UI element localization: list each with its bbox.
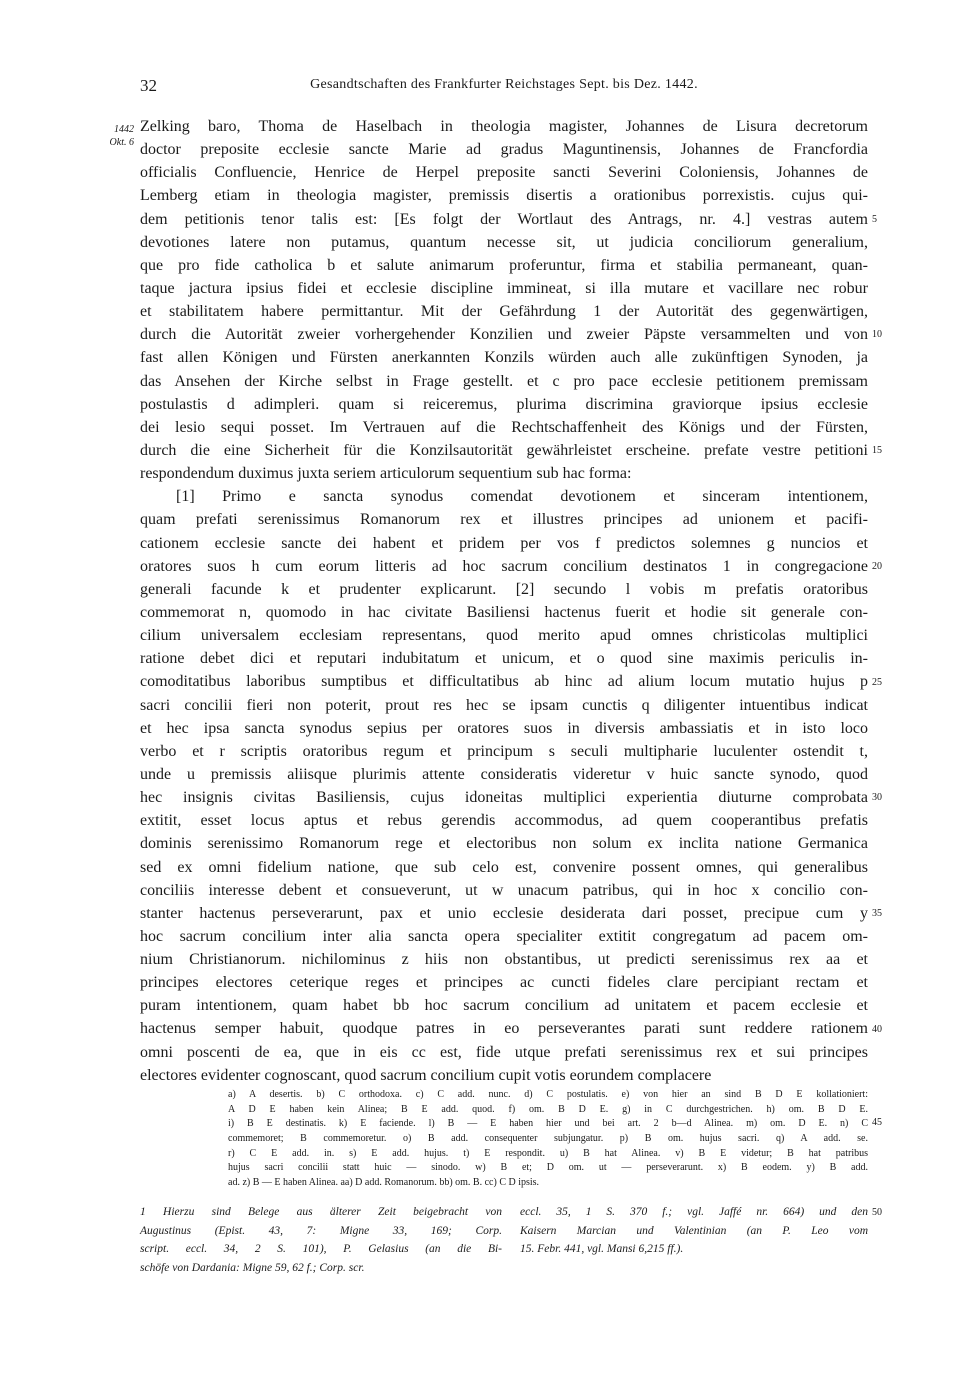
text-line: commemorat n, quomodo in hac civitate Basiliensi hactenus fuerit et hodie sit generale con-: [140, 603, 868, 621]
text-line: generali facunde k et prudenter explicarunt. [2] secundo l vobis m prefatis oratoribus: [140, 580, 868, 598]
text-line: unde u premissis aliisque plurimis attente consideratis videretur v huic sancte synodo, quod: [140, 765, 868, 783]
line-number: 5: [872, 213, 877, 225]
text-line: [1] Primo e sancta synodus comendat devotionem et sinceram intentionem,: [176, 488, 868, 506]
text-line: stanter hactenus perseverarunt, pax et unio ecclesie desiderata dari posset, precipue cum y: [140, 904, 868, 922]
line-number: 20: [872, 560, 882, 572]
text-line: Lemberg etiam in theologia magister, premissis disertis a orationibus porrexistis. cujus qui-: [140, 187, 868, 205]
text-line: et stabilitatem habere permittantur. Mit der Gefährdung 1 der Autorität des gegenwärtigen,: [140, 303, 868, 321]
text-line: hec insignis civitas Basiliensis, cujus idoneitas multiplici experientia diuturne comprobata: [140, 789, 868, 807]
text-line: cilium universalem ecclesiam representans, quod merito apud omnes christicolas multiplici: [140, 627, 868, 645]
text-line: comoditatibus laboribus sumptibus et difficultatibus ab hinc ad alium locum mutatio hujus p: [140, 673, 868, 691]
footnote-line: Kaisern Marcian und Valentinian (an P. Leo vom: [520, 1224, 868, 1237]
text-line: taque jactura ipsius fidei et ecclesie discipline immineat, si illa mutare et vacillare nec robur: [140, 279, 868, 297]
footnote-line: 1 Hierzu sind Belege aus älterer Zeit beigebracht von: [140, 1206, 502, 1218]
text-line: quam prefati serenissimus Romanorum rex et illustres principes ad unionem et pacifi-: [140, 511, 868, 529]
text-line: electores evidenter cognoscant, quod sacrum concilium cupit votis eorundem complacere: [140, 1066, 712, 1084]
line-number: 40: [872, 1023, 882, 1035]
page-header: [140, 76, 868, 100]
footnote-line: script. eccl. 34, 2 S. 101), P. Gelasius (an die Bi-: [140, 1243, 502, 1255]
text-line: hoc sacrum concilium inter alia sancta opera specialiter extitit congregatum ad pacem om-: [140, 927, 868, 945]
text-line: doctor preposite ecclesie sancte Marie ad gradus Maguntinensis, Johannes de Francfordia: [140, 141, 868, 159]
line-number: 10: [872, 329, 882, 341]
text-line: officialis Confluencie, Henrice de Herpel preposite sancti Severini Coloniensis, Johannes de: [140, 164, 868, 182]
text-line: dem petitionis tenor talis est: [Es folgt der Wortlaut des Antrags, nr. 4.] vestras autem: [140, 210, 868, 228]
line-number: 30: [872, 792, 882, 804]
text-line: sed ex omni fidelium natione, que sub celo est, convenire possent omnes, qui generalibus: [140, 858, 868, 876]
line-number: 25: [872, 676, 882, 688]
apparatus-line: r) C E add. in. s) E add. hujus. t) E respondit. u) B hat Alinea. v) B E videtur; B hat patribus: [228, 1147, 868, 1159]
apparatus-line: A D E haben kein Alinea; B E add. quod. f) om. B D E. g) in C durchgestrichen. h) om. B D E.: [228, 1103, 868, 1115]
text-line: verbo et r scriptis oratoribus regum et principum s seculi multipharie luculenter ostendit t,: [140, 742, 868, 760]
footnote-line: Augustinus (Epist. 43, 7: Migne 33, 169; Corp.: [140, 1224, 502, 1237]
text-line: cationem ecclesie sancte dei habent et pridem per vos f predictos solemnes g nuncios et: [140, 534, 868, 552]
main-text-block: [140, 115, 868, 1087]
margin-date-day: Okt. 6: [109, 137, 134, 148]
critical-apparatus: [228, 1088, 868, 1191]
text-line: das Ansehen der Kirche selbst in Frage gestellt. et c pro pace ecclesie petitionem premissam: [140, 372, 868, 390]
line-number: 15: [872, 445, 882, 457]
margin-date-year: 1442: [114, 124, 134, 135]
text-line: omni poscenti de ea, que in eis cc est, fide utque prefati serenissimus rex et sui principes: [140, 1043, 868, 1061]
footnote-column-right: [520, 1203, 868, 1259]
text-line: et hec ipsa sancta synodus sepius per oratores suos in diversis ambassiatis et in isto loco: [140, 719, 868, 737]
text-line: oratores suos h cum eorum litteris ad hoc sacrum concilium destinatos 1 in congregacione: [140, 557, 868, 575]
footnote-line: 15. Febr. 441, vgl. Mansi 6,215 ff.).: [520, 1243, 684, 1255]
text-line: dominis serenissimo Romanorum rege et electoribus non solum ex inclita natione Germanica: [140, 835, 868, 853]
footnote-line: schöfe von Dardania: Migne 59, 62 f.; Corp. scr.: [140, 1261, 365, 1274]
text-line: durch die Autorität zweier vorhergehender Konzilien und zweier Päpste versammelten und von: [140, 326, 868, 344]
apparatus-line: a) A desertis. b) C orthodoxa. c) C add. nunc. d) C postulatis. e) von hier an sind B D E kollationiert:: [228, 1089, 868, 1100]
line-number: 35: [872, 908, 882, 920]
running-title: Gesandtschaften des Frankfurter Reichstages Sept. bis Dez. 1442.: [310, 77, 698, 92]
line-number: 45: [872, 1117, 882, 1128]
text-line: puram intentionem, quam habet bb hoc sacrum concilium ad unitatem et pacem ecclesie et: [140, 997, 868, 1015]
apparatus-line: i) B E destinatis. k) E faciende. l) B — E haben hier und bei art. 2 b—d Alinea. m) om. D E. n) C: [228, 1118, 868, 1130]
text-line: principes electores ceterique reges et principes ac cuncti fideles clare percipiant rectam et: [140, 974, 868, 992]
page-number: 32: [140, 76, 157, 95]
line-number: 50: [872, 1207, 882, 1218]
apparatus-line: ad. z) B — E haben Alinea. aa) D add. Romanorum. bb) om. B. cc) C D ipsis.: [228, 1177, 540, 1189]
text-line: postulastis d adimpleri. quam si reiceremus, plurima discrimina graviorque ipsius ecclesie: [140, 395, 868, 413]
apparatus-line: hujus sacri concilii statt huic — sinodo. w) B et; D om. ut — perseverarunt. x) B eodem. y) B add.: [228, 1162, 868, 1174]
text-line: fast allen Königen und Fürsten anerkannten Konzils würden auch alle zukünftigen Synoden, ja: [140, 349, 868, 367]
text-line: ratione debet dici et reputari indubitatum et unicum, et o quod sine maximis periculis in-: [140, 650, 868, 668]
text-line: dei lesio sequi posset. Im Vertrauen auf die Rechtschaffenheit des Königs und der Fürsten,: [140, 418, 868, 436]
footnote-line: eccl. 35, 1 S. 370 f.; vgl. Jaffé nr. 664) und den: [520, 1206, 868, 1218]
text-line: sacri concilii fieri non poterit, prout res hec se ipsam cunctis q diligenter intuentibus indicat: [140, 696, 868, 714]
text-line: Zelking baro, Thoma de Haselbach in theologia magister, Johannes de Lisura decretorum: [140, 118, 868, 135]
text-line: nium Christianorum. nichilominus z hiis non obstantibus, ut predicti serenissimus rex aa et: [140, 951, 868, 969]
footnote-column-left: [140, 1203, 502, 1277]
apparatus-line: commemoret; B commemoretur. o) B add. consequenter subjungatur. p) B om. hujus sacri. q) A add. se.: [228, 1133, 868, 1145]
text-line: conciliis interesse debent et consueverunt, ut w unacum patribus, qui in hoc x concilio con-: [140, 881, 868, 899]
text-line: durch die eine Sicherheit für die Konzilsautorität gewährleistet erscheine. prefate vestre petitioni: [140, 441, 868, 459]
text-line: devotiones latere non putamus, quantum necesse sit, ut judicia conciliorum generalium,: [140, 233, 868, 251]
text-line: que pro fide catholica b et salute animarum proferuntur, firma et stabilia permaneant, quan-: [140, 256, 868, 274]
margin-date: [94, 123, 134, 149]
text-line: respondendum duximus juxta seriem articulorum sequentium sub hac forma:: [140, 465, 632, 483]
text-line: extitit, esset locus aptus et rebus gerendis accommodus, ad quem cooperantibus prefatis: [140, 812, 868, 830]
text-line: hactenus semper habuit, quodque patres in eo perseverantes parati sunt reddere rationem: [140, 1020, 868, 1038]
